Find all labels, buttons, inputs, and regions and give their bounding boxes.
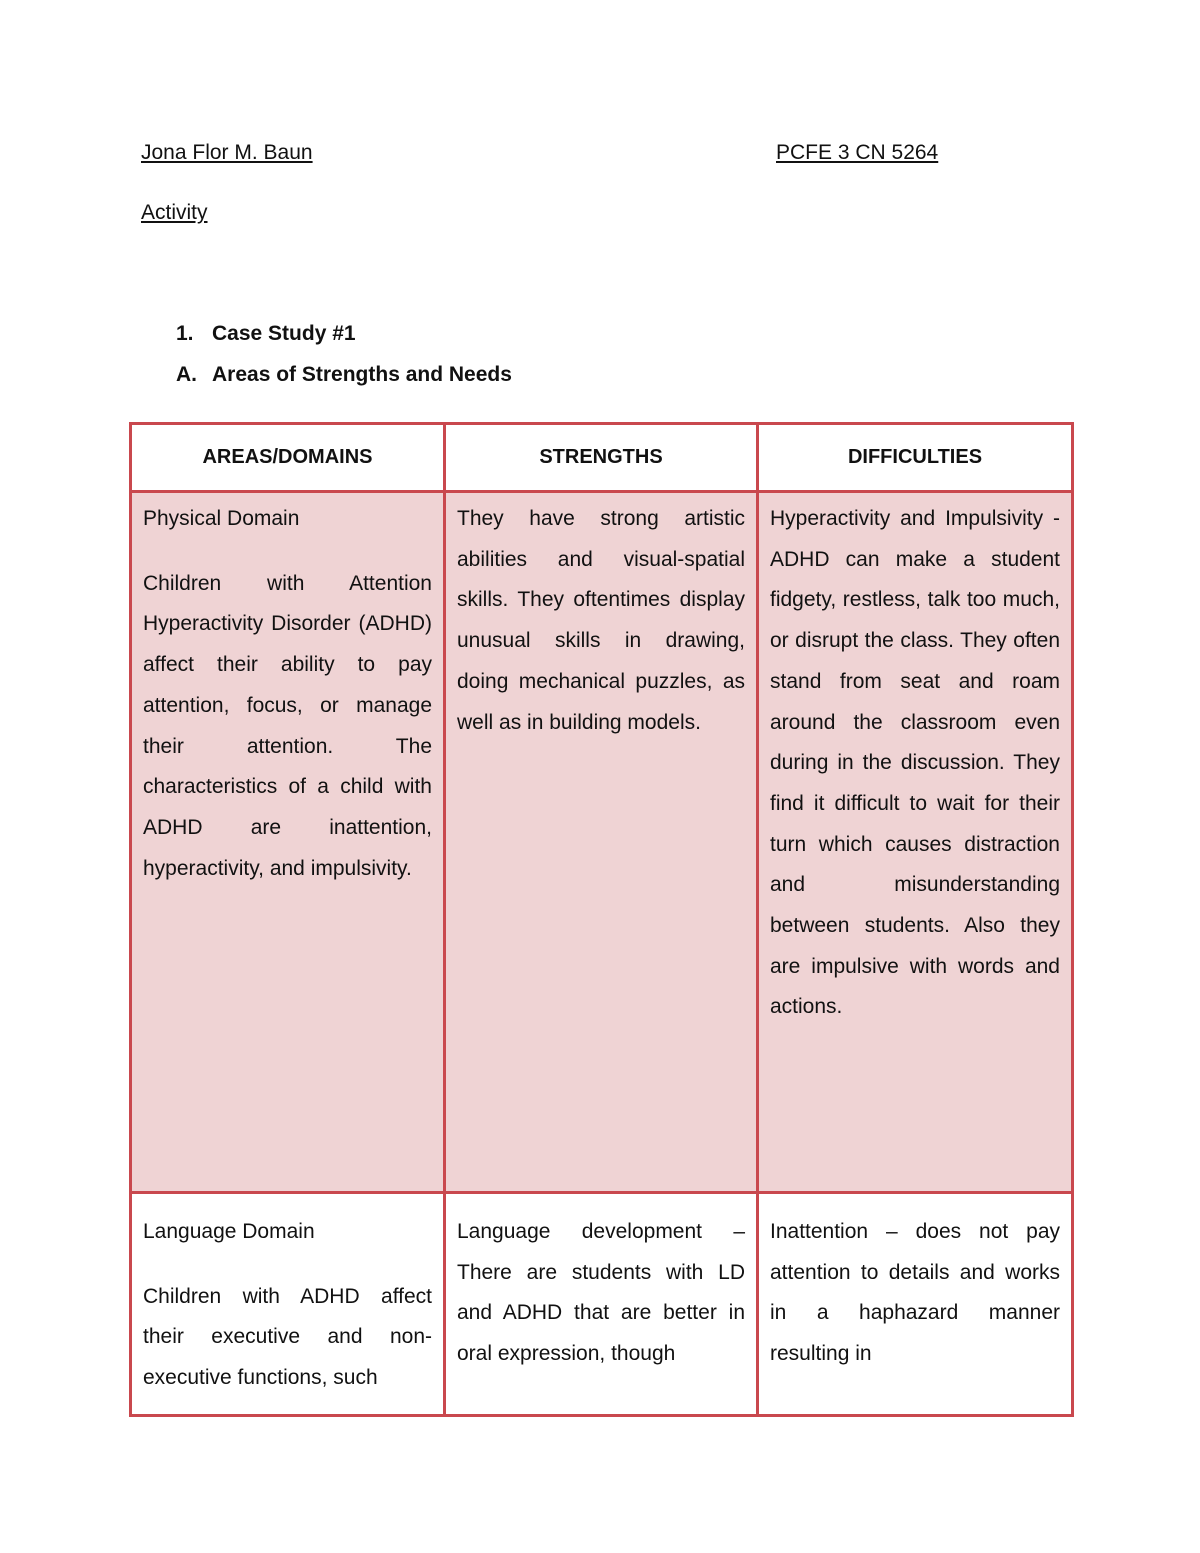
column-header-strengths: STRENGTHS bbox=[445, 424, 758, 492]
column-header-areas: AREAS/DOMAINS bbox=[131, 424, 445, 492]
heading-case-study bbox=[176, 322, 356, 346]
strengths-needs-table bbox=[129, 422, 1074, 1417]
difficulties-cell: Hyperactivity and Impulsivity - ADHD can make a student fidgety, restless, talk too much, or disrupt the class. They often stand from seat and roam around the classroom even during in the discussion. They find it difficult to wait for their turn which causes distraction and misunderstanding between students. Also they are impulsive with words and actions. bbox=[758, 492, 1073, 1193]
domain-cell bbox=[131, 1193, 445, 1416]
student-name: Jona Flor M. Baun bbox=[141, 141, 313, 164]
difficulties-cell: Inattention – does not pay attention to details and works in a haphazard manner resulting in bbox=[758, 1193, 1073, 1416]
table-header-row bbox=[131, 424, 1073, 492]
heading-number: 1. bbox=[176, 322, 194, 345]
strengths-cell: Language development – There are students with LD and ADHD that are better in oral expression, though bbox=[445, 1193, 758, 1416]
heading-letter: A. bbox=[176, 363, 197, 386]
course-code: PCFE 3 CN 5264 bbox=[776, 141, 939, 164]
domain-description: Children with Attention Hyperactivity Disorder (ADHD) affect their ability to pay attention, focus, or manage their attention. The characteristics of a child with ADHD are inattention, hyperactivity, and impulsivity. bbox=[143, 571, 432, 880]
heading-text: Areas of Strengths and Needs bbox=[212, 363, 512, 386]
domain-description: Children with ADHD affect their executive and non-executive functions, such bbox=[143, 1284, 432, 1390]
heading-text: Case Study #1 bbox=[212, 322, 356, 345]
heading-areas bbox=[176, 363, 512, 387]
activity-label: Activity bbox=[141, 201, 208, 224]
table-row bbox=[131, 492, 1073, 1193]
domain-cell bbox=[131, 492, 445, 1193]
domain-title: Language Domain bbox=[143, 1220, 315, 1243]
domain-title: Physical Domain bbox=[143, 507, 300, 530]
column-header-difficulties: DIFFICULTIES bbox=[758, 424, 1073, 492]
strengths-cell: They have strong artistic abilities and visual-spatial skills. They oftentimes display unusual skills in drawing, doing mechanical puzzles, as well as in building models. bbox=[445, 492, 758, 1193]
table-row bbox=[131, 1193, 1073, 1416]
